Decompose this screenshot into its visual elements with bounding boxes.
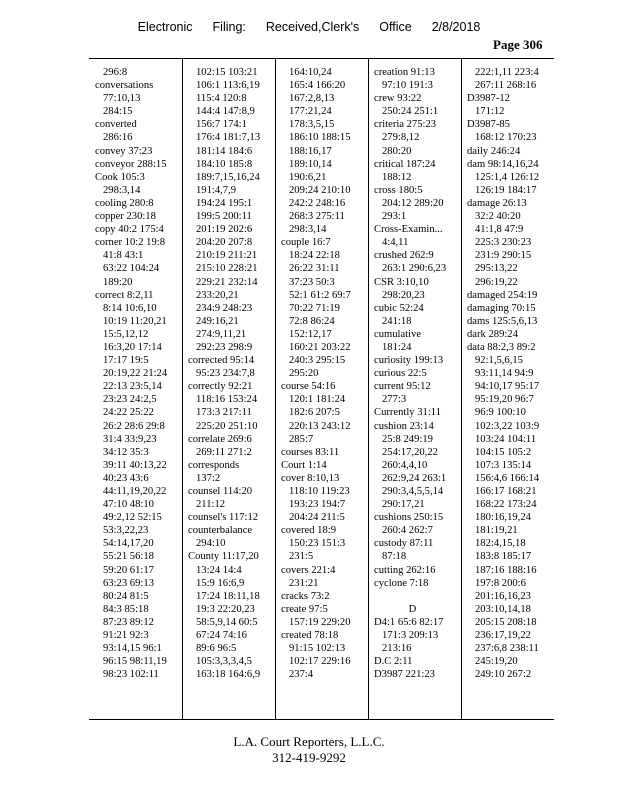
index-reference: 106:1 113:6,19: [196, 80, 260, 92]
index-reference: 240:3 295:15: [289, 355, 346, 367]
index-term: daily 246:24: [467, 145, 521, 157]
index-reference: 181:19,21: [475, 525, 518, 537]
page-number: Page 306: [493, 37, 543, 52]
index-reference: 24:22 25:22: [103, 407, 154, 419]
index-reference: 92:1,5,6,15: [475, 355, 523, 367]
index-reference: 295:13,22: [475, 263, 518, 275]
index-reference: 204:24 211:5: [289, 512, 345, 524]
index-column-1: [89, 59, 183, 719]
index-reference: 231:5: [289, 551, 314, 563]
index-reference: 203:10,14,18: [475, 603, 531, 615]
index-reference: 190:6,21: [289, 171, 327, 183]
index-reference: 245:19,20: [475, 656, 518, 668]
index-term: dams 125:5,6,13: [467, 315, 538, 327]
index-term: covered 18:9: [281, 525, 337, 537]
index-reference: 104:15 105:2: [475, 446, 532, 458]
index-reference: 17:17 19:5: [103, 355, 149, 367]
index-reference: 118:16 153:24: [196, 394, 258, 406]
index-reference: 87:18: [382, 551, 407, 563]
index-term: curious 22:5: [374, 368, 427, 380]
index-reference: 16:3,20 17:14: [103, 341, 162, 353]
index-term: D3987-85: [467, 119, 510, 131]
index-reference: 55:21 56:18: [103, 551, 154, 563]
index-reference: 15:9 16:6,9: [196, 577, 245, 589]
index-reference: 52:1 61:2 69:7: [289, 289, 351, 301]
index-reference: 102:3,22 103:9: [475, 420, 540, 432]
index-term: data 88:2,3 89:2: [467, 341, 536, 353]
reporter-phone: 312-419-9292: [272, 750, 346, 765]
index-term: covers 221:4: [281, 564, 336, 576]
index-reference: 47:10 48:10: [103, 499, 154, 511]
index-reference: 280:20: [382, 145, 412, 157]
index-reference: 96:15 98:11,19: [103, 656, 167, 668]
index-term: criteria 275:23: [374, 119, 437, 131]
index-reference: 182:4,15,18: [475, 538, 526, 550]
index-reference: 222:1,11 223:4: [475, 67, 539, 78]
index-reference: 13:24 14:4: [196, 564, 242, 576]
index-reference: 209:24 210:10: [289, 184, 351, 196]
index-reference: 286:16: [103, 132, 133, 144]
index-reference: 231:21: [289, 577, 319, 589]
index-term: cutting 262:16: [374, 564, 436, 576]
index-reference: 199:5 200:11: [196, 211, 252, 223]
index-term: counsel 114:20: [188, 486, 253, 497]
index-reference: 72:8 86:24: [289, 315, 335, 327]
index-reference: 201:19 202:6: [196, 224, 253, 236]
index-reference: 268:3 275:11: [289, 211, 345, 223]
index-term: D4:1 65:6 82:17: [374, 616, 444, 628]
index-term: copper 230:18: [95, 211, 156, 223]
index-term: cooling 280:8: [95, 197, 154, 209]
index-reference: 204:20 207:8: [196, 237, 253, 249]
index-reference: 187:16 188:16: [475, 564, 537, 576]
index-reference: 70:22 71:19: [289, 302, 340, 314]
index-reference: 294:10: [196, 538, 226, 550]
index-reference: 125:1,4 126:12: [475, 171, 540, 183]
index-reference: 269:11 271:2: [196, 446, 252, 458]
index-reference: 126:19 184:17: [475, 184, 537, 196]
index-reference: 10:19 11:20,21: [103, 315, 167, 327]
index-term: couple 16:7: [281, 237, 331, 249]
index-reference: 181:14 184:6: [196, 145, 253, 157]
index-reference: 254:17,20,22: [382, 446, 438, 458]
index-reference: 279:8,12: [382, 132, 420, 144]
index-reference: 168:22 173:24: [475, 499, 537, 511]
index-reference: 181:24: [382, 341, 412, 353]
index-column-2: [183, 59, 276, 719]
index-reference: 290:3,4,5,5,14: [382, 486, 444, 497]
index-reference: 188:12: [382, 171, 412, 183]
reporter-company: L.A. Court Reporters, L.L.C.: [233, 734, 385, 749]
index-term: cushion 23:14: [374, 420, 434, 432]
index-reference: 31:4 33:9,23: [103, 433, 157, 445]
index-term: converted: [95, 119, 137, 131]
index-reference: 152:12,17: [289, 328, 332, 340]
index-term: custody 87:11: [374, 538, 434, 550]
index-column-3: [276, 59, 369, 719]
index-reference: 4:4,11: [382, 237, 409, 249]
index-term: conveyor 288:15: [95, 158, 167, 170]
index-reference: 25:8 249:19: [382, 433, 433, 445]
index-reference: 215:10 228:21: [196, 263, 258, 275]
index-term: County 11:17,20: [188, 551, 259, 563]
index-reference: 137:2: [196, 472, 221, 484]
index-reference: 298:3,14: [103, 184, 141, 196]
index-reference: 95:19,20 96:7: [475, 394, 534, 406]
index-reference: 242:2 248:16: [289, 197, 346, 209]
index-term: curiosity 199:13: [374, 355, 444, 367]
index-reference: 220:13 243:12: [289, 420, 351, 432]
index-reference: 171:3 209:13: [382, 630, 439, 642]
index-reference: 34:12 35:3: [103, 446, 149, 458]
index-reference: 93:14,15 96:1: [103, 643, 162, 655]
header-office: Office: [379, 20, 412, 34]
index-reference: 277:3: [382, 394, 407, 406]
index-term: cushions 250:15: [374, 512, 444, 524]
index-reference: 91:15 102:13: [289, 643, 346, 655]
index-reference: 229:21 232:14: [196, 276, 258, 288]
index-reference: 293:1: [382, 211, 407, 223]
index-reference: 298:3,14: [289, 224, 327, 236]
index-reference: 249:10 267:2: [475, 669, 532, 681]
index-reference: 180:16,19,24: [475, 512, 531, 524]
index-reference: 176:4 181:7,13: [196, 132, 261, 144]
index-reference: 233:20,21: [196, 289, 239, 301]
index-reference: 197:8 200:6: [475, 577, 526, 589]
index-reference: 260:4 262:7: [382, 525, 433, 537]
index-reference: 237:6,8 238:11: [475, 643, 539, 655]
index-term: convey 37:23: [95, 145, 153, 157]
index-reference: 213:16: [382, 643, 412, 655]
index-reference: 87:23 89:12: [103, 616, 154, 628]
index-term: dark 289:24: [467, 328, 518, 340]
index-reference: 186:10 188:15: [289, 132, 351, 144]
index-reference: 18:24 22:18: [289, 250, 340, 262]
index-reference: 20:19,22 21:24: [103, 368, 168, 380]
index-reference: 15:5,12,12: [103, 328, 149, 340]
index-term: cyclone 7:18: [374, 577, 429, 589]
index-reference: 189:20: [103, 276, 133, 288]
index-term: D3987-12: [467, 93, 510, 105]
index-term: current 95:12: [374, 381, 431, 393]
index-term: counterbalance: [188, 525, 253, 537]
index-term: courses 83:11: [281, 446, 340, 458]
section-letter: D: [408, 603, 417, 615]
index-term: Cook 105:3: [95, 171, 145, 183]
index-reference: 204:12 289:20: [382, 197, 444, 209]
index-reference: 32:2 40:20: [475, 211, 521, 223]
index-reference: 183:8 185:17: [475, 551, 532, 563]
index-reference: 19:3 22:20,23: [196, 603, 255, 615]
index-term: Court 1:14: [281, 459, 327, 471]
index-reference: 210:19 211:21: [196, 250, 258, 262]
filing-header: [0, 20, 618, 34]
index-term: cumulative: [374, 328, 422, 340]
index-reference: 91:21 92:3: [103, 630, 149, 642]
index-reference: 274:9,11,21: [196, 328, 247, 340]
index-reference: 160:21 203:22: [289, 341, 351, 353]
index-reference: 168:12 170:23: [475, 132, 537, 144]
index-reference: 231:9 290:15: [475, 250, 532, 262]
index-reference: 296:19,22: [475, 276, 518, 288]
index-reference: 177:21,24: [289, 106, 332, 118]
index-reference: 59:20 61:17: [103, 564, 154, 576]
index-reference: 296:8: [103, 67, 128, 78]
index-term: [374, 590, 461, 603]
index-reference: 120:1 181:24: [289, 394, 346, 406]
index-reference: 249:16,21: [196, 315, 239, 327]
index-reference: 63:22 104:24: [103, 263, 160, 275]
index-reference: 84:3 85:18: [103, 603, 149, 615]
index-reference: 263:1 290:6,23: [382, 263, 447, 275]
index-reference: 250:24 251:1: [382, 106, 439, 118]
index-reference: 260:4,4,10: [382, 459, 428, 471]
index-reference: 298:20,23: [382, 289, 425, 301]
index-reference: 26:22 31:11: [289, 263, 340, 275]
index-reference: 105:3,3,3,4,5: [196, 656, 252, 668]
index-reference: 236:17,19,22: [475, 630, 531, 642]
index-reference: 237:4: [289, 669, 314, 681]
index-reference: 41:1,8 47:9: [475, 224, 524, 236]
index-reference: 54:14,17,20: [103, 538, 154, 550]
index-reference: 290:17,21: [382, 499, 425, 511]
index-term: cover 8:10,13: [281, 472, 340, 484]
index-reference: 184:10 185:8: [196, 158, 253, 170]
index-term: counsel's 117:12: [188, 512, 259, 524]
header-date: 2/8/2018: [431, 20, 481, 34]
index-reference: 165:4 166:20: [289, 80, 346, 92]
index-reference: 167:2,8,13: [289, 93, 335, 105]
index-column-5: [462, 59, 554, 719]
index-reference: 189:7,15,16,24: [196, 171, 260, 183]
index-reference: 102:17 229:16: [289, 656, 351, 668]
index-reference: 115:4 120:8: [196, 93, 247, 105]
index-reference: 241:18: [382, 315, 412, 327]
index-reference: 103:24 104:11: [475, 433, 537, 445]
index-reference: 292:23 298:9: [196, 341, 253, 353]
index-reference: 63:23 69:13: [103, 577, 154, 589]
index-reference: 58:5,9,14 60:5: [196, 616, 258, 628]
index-reference: 49:2,12 52:15: [103, 512, 162, 524]
index-reference: 77:10,13: [103, 93, 141, 105]
index-reference: 17:24 18:11,18: [196, 590, 260, 602]
index-reference: 194:24 195:1: [196, 197, 253, 209]
index-reference: 156:7 174:1: [196, 119, 247, 131]
index-term: correlate 269:6: [188, 433, 252, 445]
index-term: course 54:16: [281, 381, 336, 393]
index-reference: 8:14 10:6,10: [103, 302, 157, 314]
index-reference: 225:3 230:23: [475, 237, 532, 249]
header-electronic: Electronic: [137, 20, 193, 34]
index-term: cubic 52:24: [374, 302, 424, 314]
index-reference: 189:10,14: [289, 158, 332, 170]
index-reference: 234:9 248:23: [196, 302, 253, 314]
index-term: create 97:5: [281, 603, 328, 615]
index-reference: 53:3,22,23: [103, 525, 149, 537]
index-term: creation 91:13: [374, 67, 435, 78]
index-term: dam 98:14,16,24: [467, 158, 539, 170]
index-reference: 95:23 234:7,8: [196, 368, 255, 380]
index-reference: 22:13 23:5,14: [103, 381, 162, 393]
index-reference: 285:7: [289, 433, 314, 445]
index-reference: 188:16,17: [289, 145, 332, 157]
index-reference: 93:11,14 94:9: [475, 368, 534, 380]
index-term: created 78:18: [281, 630, 339, 642]
index-reference: 205:15 208:18: [475, 616, 537, 628]
index-reference: 164:10,24: [289, 67, 332, 78]
index-reference: 191:4,7,9: [196, 184, 237, 196]
index-term: Cross-Examin...: [374, 224, 443, 236]
index-reference: 173:3 217:11: [196, 407, 252, 419]
index-reference: 262:9,24 263:1: [382, 472, 447, 484]
index-term: cross 180:5: [374, 184, 423, 196]
index-reference: 94:10,17 95:17: [475, 381, 540, 393]
index-term: conversations: [95, 80, 154, 92]
index-reference: 211:12: [196, 499, 226, 511]
index-reference: 150:23 151:3: [289, 538, 346, 550]
index-term: correctly 92:21: [188, 381, 253, 393]
index-reference: 144:4 147:8,9: [196, 106, 255, 118]
index-reference: 182:6 207:5: [289, 407, 340, 419]
index-reference: 67:24 74:16: [196, 630, 247, 642]
index-reference: 44:11,19,20,22: [103, 486, 167, 497]
index-reference: 267:11 268:16: [475, 80, 537, 92]
index-reference: 96:9 100:10: [475, 407, 526, 419]
index-term: cracks 73:2: [281, 590, 330, 602]
header-received: Received,Clerk's: [265, 20, 360, 34]
index-reference: 89:6 96:5: [196, 643, 237, 655]
index-term: critical 187:24: [374, 158, 436, 170]
index-term: damaging 70:15: [467, 302, 536, 314]
index-reference: 295:20: [289, 368, 319, 380]
header-filing: Filing:: [212, 20, 246, 34]
index-term: crushed 262:9: [374, 250, 434, 262]
index-reference: 40:23 43:6: [103, 472, 149, 484]
index-reference: 201:16,16,23: [475, 590, 531, 602]
index-term: corresponds: [188, 459, 240, 471]
index-reference: 171:12: [475, 106, 505, 118]
index-reference: 118:10 119:23: [289, 486, 350, 497]
index-reference: 284:15: [103, 106, 133, 118]
index-term: D.C 2:11: [374, 656, 413, 668]
index-column-4: [369, 59, 462, 719]
index-term: CSR 3:10,10: [374, 276, 429, 288]
index-reference: 41:8 43:1: [103, 250, 144, 262]
index-reference: 98:23 102:11: [103, 669, 159, 681]
index-reference: 26:2 28:6 29:8: [103, 420, 165, 432]
word-index-table: [89, 58, 554, 720]
index-term: correct 8:2,11: [95, 289, 154, 301]
footer: [0, 734, 618, 766]
index-reference: 225:20 251:10: [196, 420, 258, 432]
index-term: D3987 221:23: [374, 669, 435, 681]
index-reference: 156:4,6 166:14: [475, 472, 540, 484]
index-reference: 157:19 229:20: [289, 616, 351, 628]
index-reference: 102:15 103:21: [196, 67, 258, 78]
index-term: copy 40:2 175:4: [95, 224, 164, 236]
index-term: corner 10:2 19:8: [95, 237, 166, 249]
index-reference: 163:18 164:6,9: [196, 669, 261, 681]
index-reference: 39:11 40:13,22: [103, 459, 167, 471]
index-reference: 80:24 81:5: [103, 590, 149, 602]
index-term: crew 93:22: [374, 93, 422, 105]
index-reference: 97:10 191:3: [382, 80, 433, 92]
index-reference: 178:3,5,15: [289, 119, 335, 131]
index-term: damage 26:13: [467, 197, 527, 209]
index-reference: 23:23 24:2,5: [103, 394, 157, 406]
index-reference: 193:23 194:7: [289, 499, 346, 511]
index-term: Currently 31:11: [374, 407, 441, 419]
index-reference: 166:17 168:21: [475, 486, 537, 497]
index-reference: 107:3 135:14: [475, 459, 532, 471]
index-term: damaged 254:19: [467, 289, 538, 301]
index-reference: 37:23 50:3: [289, 276, 335, 288]
index-term: corrected 95:14: [188, 355, 255, 367]
